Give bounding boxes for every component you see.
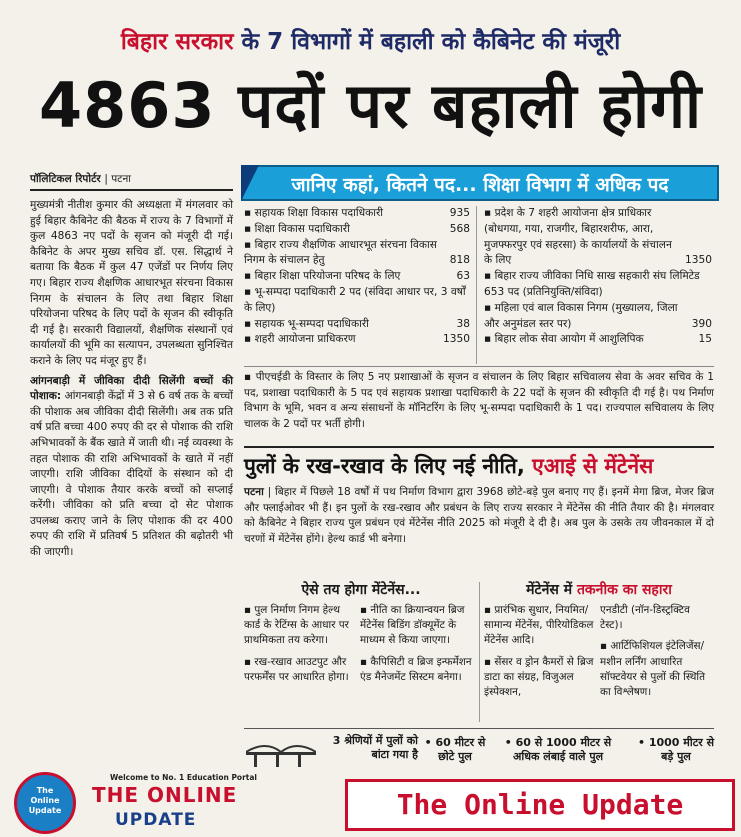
brand-watermark-box: The Online Update [345,779,735,831]
list-item: ▪ शहरी आयोजना प्राधिकरण 1350 [244,333,470,346]
kicker-headline [0,24,741,56]
list-item: ▪ शिक्षा विकास पदाधिकारी 568 [244,222,470,235]
list-item: ▪ बिहार राज्य शैक्षणिक आधारभूत संरचना विकास निगम के संचालन हेतु 818 [244,238,470,267]
column-divider [476,206,477,364]
byline-rule [30,189,233,191]
tech-col-2: एनडीटी (नॉन-डिस्ट्रक्टिव टेस्ट)। ▪ आर्टिफिशियल इंटेलिजेंस/मशीन लर्निंग आधारित सॉफ्टवेयर से पुलों की स्थिति का विश्लेषण। [600,604,706,699]
posts-list-left [244,206,470,348]
list-item: ▪ भू-सम्पदा पदाधिकारी 2 पद (संविदा आधार पर, 3 वर्षों के लिए) [244,285,466,314]
list-item: ▪ बिहार लोक सेवा आयोग में आशुलिपिक 15 [484,333,712,346]
bridge-story-text: पटना | बिहार में पिछले 18 वर्षों में पथ निर्माण विभाग द्वारा 3968 छोटे-बड़े पुल बनाए गए हैं। इनमें मेगा ब्रिज, मेजर ब्रिज और फ्लाईओवर भी हैं। इन पुलों के रख-रखाव और प्रबंधन के लिए राज्य सरकार ने मेंटेनेंस की नीति तैयार की है। मंगलवार को कैबिनेट ने बिहार राज्य पुल प्रबंधन एवं मेंटेनेंस नीति 2025 को मंजूरी दे दी है। अब पुल के उसके तय जीवनकाल में दो चरणों में मेंटेनेंस होंगे। हेल्थ कार्ड भी बनेगा। [244,486,714,545]
bridge-category-1: • 60 मीटर से छोटे पुल [424,736,486,763]
list-item: ▪ प्रदेश के 7 शहरी आयोजना क्षेत्र प्राधिकार (बोधगया, गया, राजगीर, बिहारशरीफ, आरा, मुजफ्फरपुर एवं सहरसा) के कार्यालयों के संचालन के लिए 1350 [484,207,712,267]
list-item: ▪ सहायक भू-सम्पदा पदाधिकारी 38 [244,317,470,330]
technology-subhead: मेंटेनेंस में तकनीक का सहारा [526,582,672,598]
anganwadi-subhead: आंगनबाड़ी में जीविका दीदी सिलेंगी बच्चों की पोशाक: [30,374,233,403]
tech-col-1: ▪ प्रारंभिक सुधार, नियमित/सामान्य मेंटेनेंस, पीरियोडिकल मेंटेनेंस आदि। ▪ सेंसर व ड्रोन कैमरों से ब्रिज डाटा का संग्रह, विजुअल इंस्पेक्शन, [484,604,594,699]
posts-list-right [484,206,712,348]
bridge-category-3: • 1000 मीटर से बड़े पुल [637,736,715,763]
bridge-categories-label: 3 श्रेणियों में पुलों को बांटा गया है [332,734,418,761]
kicker-red: बिहार सरकार [120,29,234,55]
maintenance-col-1: ▪ पुल निर्माण निगम हेल्थ कार्ड के रेटिंग्स के आधार पर प्राथमिकता तय करेगा। ▪ रख-रखाव आउटपुट और परफर्मेंस पर आधारित होगा। [244,604,349,683]
brand-logo-text: The Online Update [28,786,62,815]
brand-name-line-1: THE ONLINE [92,783,238,807]
list-item: ▪ महिला एवं बाल विकास निगम (मुख्यालय, जिला और अनुमंडल स्तर पर) 390 [484,301,712,330]
bridge-icon [246,738,316,768]
posts-banner-text: जानिए कहां, कितने पद... शिक्षा विभाग में अधिक पद [291,174,669,196]
list-item: ▪ बिहार शिक्षा परियोजना परिषद के लिए 63 [244,270,470,283]
maintenance-col-2: ▪ नीति का क्रियान्वयन ब्रिज मेंटेनेंस बिडिंग डॉक्यूमेंट के माध्यम से किया जाएगा। ▪ कैपिसिटी व ब्रिज इन्फर्मेशन एंड मैनेजमेंट सिस्टम बनेगा। [360,604,472,683]
pwd-note: ▪ पीएचईडी के विस्तार के लिए 5 नए प्रशाखाओं के सृजन व संचालन के लिए बिहार सचिवालय सेवा के अवर सचिव के 1 पद, प्रशाखा पदाधिकारी के 5 पद एवं सहायक प्रशाखा पदाधिकारी के 22 पदों के सृजन की स्वीकृति दी गई है। पथ निर्माण विभाग के भूमि, भवन व अन्य संसाधनों के मॉनिटरिंग के लिए भू-सम्पदा पदाधिकारी के 1 पद। राज्यपाल सचिवालय के लिए चालक के 2 पदों पर भर्ती होगी। [244,371,714,430]
anganwadi-text: आंगनबाड़ी केंद्रों में 3 से 6 वर्ष तक के बच्चों की पोशाक अब जीविका दीदी सिलेंगी। अब तक प्रति वर्ष प्रति बच्चा 400 रुपए की दर से पोशाक की राशि अभिभावकों के बैंक खाते में जाती थी। नई व्यवस्था के तहत पोशाक की राशि अभिभावकों के खाते में नहीं जाएगी। राशि जीविका दीदियों के संस्थान को दी जाएगी। वे पोशाक तैयार करके बच्चों को सप्लाई करेंगी। जीविका को प्रति बच्चा दो सेट पोशाक उपलब्ध कराए जाने के लिए पोशाक की दर 400 रुपए की राशि में प्रतिवर्ष 5 प्रतिशत की बढ़ोतरी भी की जाएगी। [30,390,234,559]
main-story-paragraph: मुख्यमंत्री नीतीश कुमार की अध्यक्षता में मंगलवार को हुई बिहार कैबिनेट की बैठक में राज्य के 7 विभागों में कुल 4863 नए पदों के सृजन को मंजूरी दी गई। कैबिनेट के अपर मुख्य सचिव डॉ. एस. सिद्धार्थ ने बताया कि बैठक में कुल 47 एजेंडों पर निर्णय लिए गए। बिहार राज्य शैक्षणिक आधारभूत संरचना विकास निगम के संचालन के लिए तथा बिहार शिक्षा परियोजना परिषद के लिए पदों के सृजन की स्वीकृति दी गई है। सरकारी विद्यालयों, शैक्षणिक संस्थानों एवं कार्यालयों की भूमि का सत्यापन, उपलब्धता सुनिश्चित कराने के लिए पद मंजूर हुए हैं। [30,199,233,367]
list-item: ▪ बिहार राज्य जीविका निधि साख सहकारी संघ लिमिटेड 653 पद (प्रतिनियुक्ति/संविदा) [484,270,700,298]
posts-banner [241,165,719,201]
byline-place: | पटना [104,173,131,185]
kicker-rest: के 7 विभागों में बहाली को कैबिनेट की मंजूरी [241,29,621,55]
main-story-column [30,198,233,565]
bridge-category-2: • 60 से 1000 मीटर से अधिक लंबाई वाले पुल [504,736,612,763]
main-headline: 4863 पदों पर बहाली होगी [38,69,703,142]
maintenance-subhead: ऐसे तय होगा मेंटेनेंस... [301,582,421,598]
list-item: ▪ सहायक शिक्षा विकास पदाधिकारी 935 [244,207,470,219]
welcome-text: Welcome to No. 1 Education Portal [110,773,258,782]
byline-reporter: पॉलिटिकल रिपोर्टर [30,173,101,185]
bridge-headline: पुलों के रख-रखाव के लिए नई नीति, एआई से मेंटेनेंस [244,454,654,478]
column-divider [479,582,480,722]
section-rule [244,728,714,729]
brand-name-line-2: UPDATE [115,810,197,830]
section-rule [244,366,714,367]
section-rule [244,446,714,448]
byline [30,172,131,186]
